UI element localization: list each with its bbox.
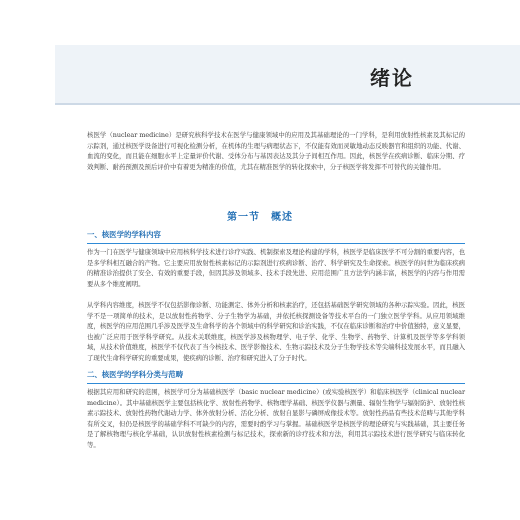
chapter-header-rule [55,103,520,105]
subsection-heading [87,368,465,384]
body-paragraph: 根据其应用和研究的范围，核医学可分为基础核医学（basic nuclear medicine）(或实验核医学）和临床核医学（clinical nuclear medicine）。其中基础核医学主要包括核化学、放射性药物学、核物理学基础、核医学仪器与测量、辐射生物学与辐射防护、放射性核素示踪技术、放射性药物代谢动力学、体外放射分析、活化分析、放射自显影与磷屏成像技术等。放射性药品有些技术范畴与其他学科有所交叉，但仍是核医学的基础学科不可缺少的内容，需要时酌学习与掌握。基础核医学是核医学的理论研究与实践基础，其主要任务是了解核物理与核化学基础，认识放射性核素检测与标记技术，探索新的诊疗技术和方法，利用其示踪技术进行医学研究与临床转化等。 [87,388,465,449]
chapter-title: 绪论 [370,66,414,90]
subsection-heading [87,228,465,244]
chapter-header-band [55,45,520,105]
body-paragraph: 作为一门在医学与健康领域中应用核科学技术进行诊疗实践、机制探索及理论构建的学科，核医学是临床医学不可分割的重要内容，也是多学科相互融合的产物。它主要应用放射性核素标记的示踪剂进行疾病诊断、治疗、科学研究及生命探索。核医学的问世为临床疾病的精准诊治提供了安全、有效的重要手段，但因其涉及领域多、技术手段先进、应用范围广且方法学内涵丰富，核医学的内容与作用需要从多个维度阐明。 [87,248,465,288]
subsection-underline [87,383,465,384]
section-title: 第一节 概述 [227,212,293,223]
subsection-heading-text: 一、核医学的学科内容 [87,230,161,239]
intro-paragraph: 核医学（nuclear medicine）是研究核科学技术在医学与健康领域中的应用及其基础理论的一门学科，是利用放射性核素及其标记的示踪剂，通过核医学设备进行可视化检测分析，在机体的生理与病理状态下，不仅能有效而灵敏地动态反映器官和组织的功能、代谢、血流的变化，而且能在细胞水平上定量评价代谢、受体分布与基因表达及其分子间相互作用。因此，核医学在疾病诊断、临床分期、疗效判断、耐药预测及预后评价中有着更为精准的价值，尤其在精准医学的转化探索中，分子核医学将发挥不可替代的关键作用。 [87,131,465,171]
subsection-heading-text: 二、核医学的学科分类与范畴 [87,370,184,379]
subsection-underline [87,243,465,244]
body-paragraph: 从学科内容维度，核医学不仅包括影像诊断、功能测定、体外分析和核素治疗，还包括基础医学研究领域的各种示踪实验。因此，核医学不是一项简单的技术，是以放射性药物学、分子生物学为基础，并依托核探测设备等技术平台的一门独立医学学科。从应用领域维度，核医学的应用范围几乎涉及医学及生命科学的各个领域中的科学研究和诊治实践，不仅在临床诊断和治疗中价值独特，意义显要，也被广泛应用于医学科学研究。从技术关联维度，核医学涉及核物理学、电子学、化学、生物学、药物学、计算机及医学等多学科领域，从技术价值维度，核医学不仅代表了当今核技术、医学影像技术、生物示踪技术及分子生物学技术等尖端科技发展水平，而且融入了现代生命科学研究的重要成果，使疾病的诊断、治疗和研究进入了分子时代。 [87,301,465,362]
